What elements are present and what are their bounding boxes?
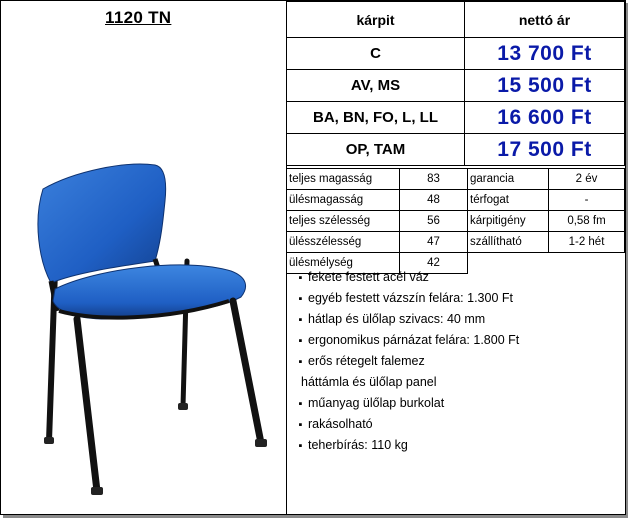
upholstery-code: BA, BN, FO, L, LL [287, 102, 465, 134]
bullet-icon: ▪ [298, 314, 303, 326]
feature-item [293, 435, 623, 456]
spec-row [287, 169, 625, 190]
price-row [287, 38, 625, 70]
feature-text: háttámla és ülőlap panel [301, 375, 437, 389]
feature-text: fekete festett acél váz [308, 270, 429, 284]
spec-label: teljes szélesség [287, 211, 400, 232]
spec-value: - [549, 190, 625, 211]
spec-label: ülésszélesség [287, 232, 400, 253]
feature-text: rakásolható [308, 417, 373, 431]
spec-value: 47 [400, 232, 468, 253]
net-price: 17 500 Ft [465, 134, 625, 166]
feature-item [293, 393, 623, 414]
upholstery-code: C [287, 38, 465, 70]
bullet-icon: ▪ [298, 419, 303, 431]
price-row [287, 134, 625, 166]
price-row [287, 102, 625, 134]
feature-text: ergonomikus párnázat felára: 1.800 Ft [308, 333, 520, 347]
header-upholstery: kárpit [287, 2, 465, 38]
feature-item [293, 288, 623, 309]
bullet-icon: ▪ [298, 293, 303, 305]
spec-label: ülésmagasság [287, 190, 400, 211]
feature-item [293, 309, 623, 330]
product-title: 1120 TN [105, 8, 172, 27]
spec-row [287, 232, 625, 253]
price-row [287, 70, 625, 102]
net-price: 13 700 Ft [465, 38, 625, 70]
feature-item [293, 267, 623, 288]
feature-item [293, 414, 623, 435]
bullet-icon: ▪ [298, 398, 303, 410]
bullet-icon: ▪ [298, 335, 303, 347]
spec-label: ülésmélység [287, 253, 400, 274]
spec-value: 0,58 fm [549, 211, 625, 232]
feature-text: műanyag ülőlap burkolat [308, 396, 445, 410]
feature-text: egyéb festett vázszín felára: 1.300 Ft [308, 291, 513, 305]
spec-label: kárpitigény [468, 211, 549, 232]
upholstery-code: OP, TAM [287, 134, 465, 166]
spec-row [287, 190, 625, 211]
upholstery-code: AV, MS [287, 70, 465, 102]
spec-value: 1-2 hét [549, 232, 625, 253]
spec-row [287, 211, 625, 232]
feature-text: erős rétegelt falemez [308, 354, 425, 368]
spec-table [286, 168, 625, 274]
feature-text: hátlap és ülőlap szivacs: 40 mm [308, 312, 486, 326]
feature-item-continuation [293, 372, 623, 393]
bullet-icon: ▪ [298, 356, 303, 368]
feature-item [293, 351, 623, 372]
spec-label: térfogat [468, 190, 549, 211]
spec-value: 42 [400, 253, 468, 274]
net-price: 15 500 Ft [465, 70, 625, 102]
spec-value: 48 [400, 190, 468, 211]
price-table-header [287, 2, 625, 38]
bullet-icon: ▪ [298, 440, 303, 452]
spec-value: 56 [400, 211, 468, 232]
feature-text: teherbírás: 110 kg [308, 438, 408, 452]
spec-label: szállítható [468, 232, 549, 253]
chair-image [15, 161, 277, 501]
feature-list [293, 267, 623, 456]
feature-item [293, 330, 623, 351]
net-price: 16 600 Ft [465, 102, 625, 134]
spec-label: teljes magasság [287, 169, 400, 190]
spec-label: garancia [468, 169, 549, 190]
price-table [286, 1, 625, 166]
bullet-icon: ▪ [298, 272, 303, 284]
spec-value: 2 év [549, 169, 625, 190]
spec-value: 83 [400, 169, 468, 190]
header-net-price: nettó ár [465, 2, 625, 38]
